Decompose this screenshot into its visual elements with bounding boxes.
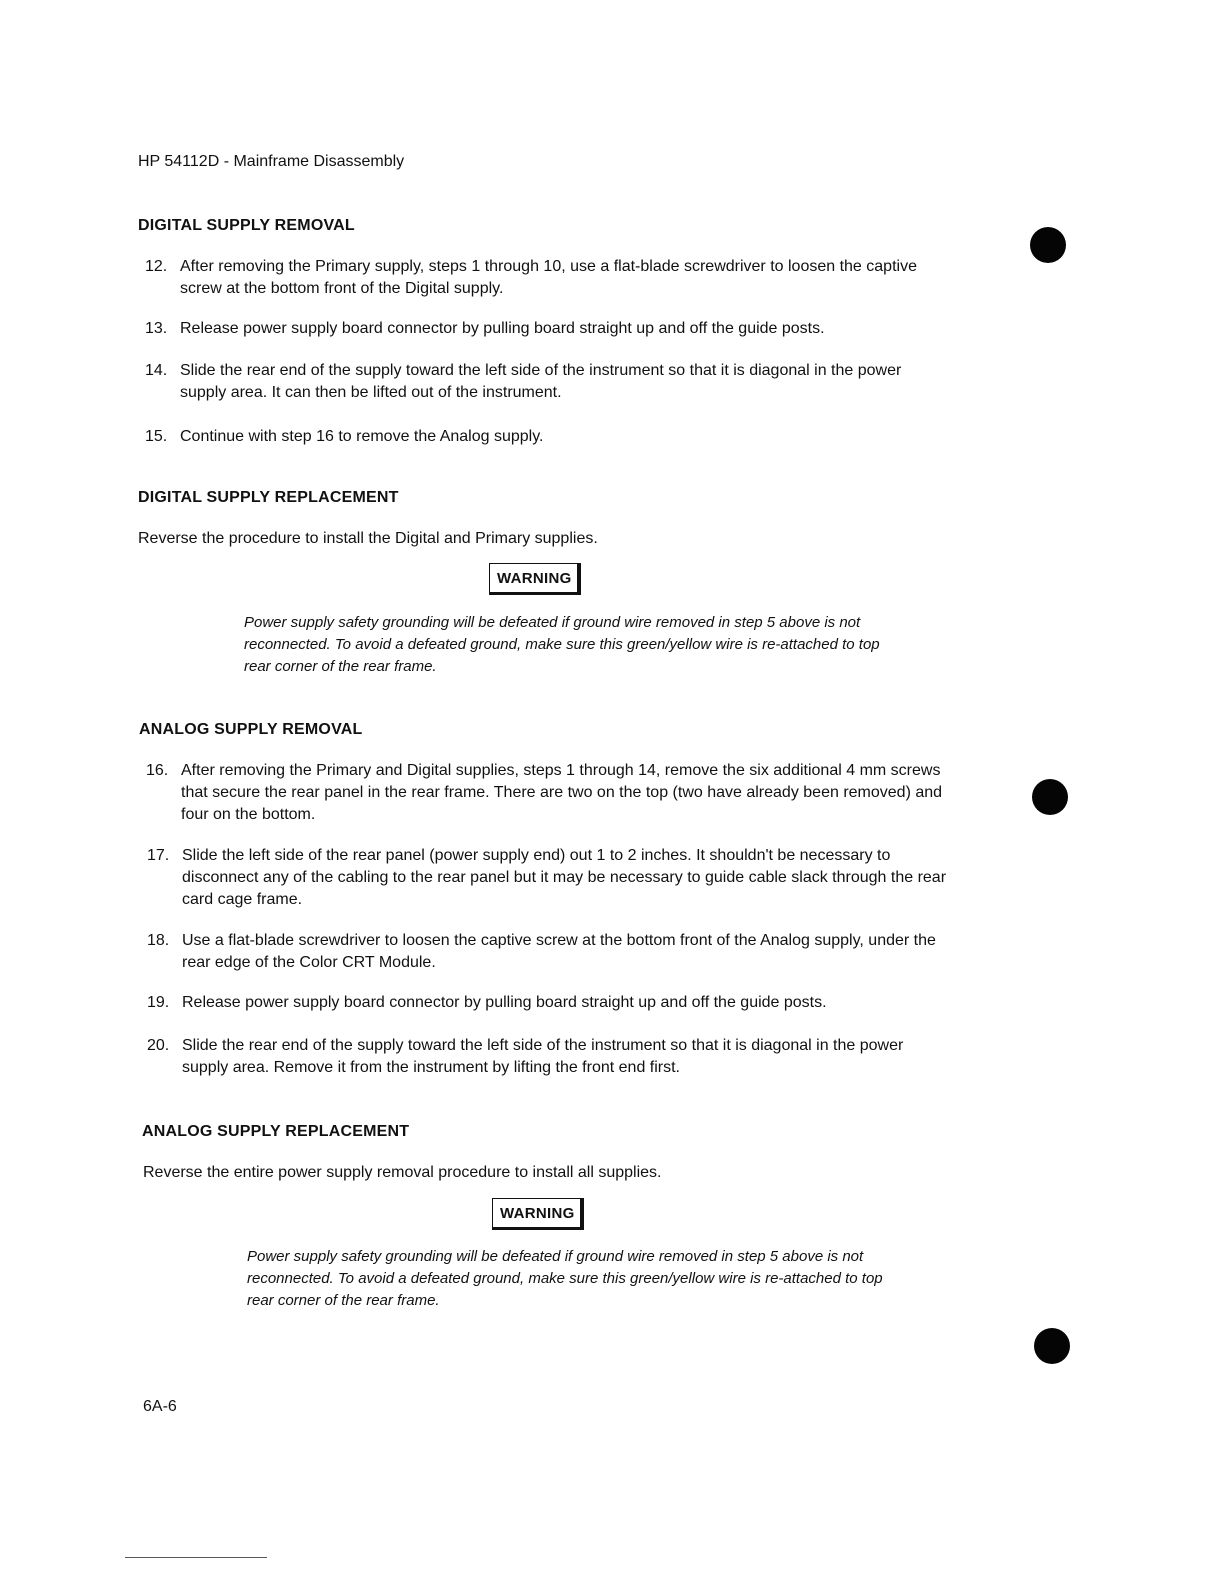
- punch-hole-middle: [1032, 779, 1068, 815]
- step-19: [147, 992, 947, 1014]
- section-heading-digital-removal: DIGITAL SUPPLY REMOVAL: [138, 217, 355, 234]
- step-text: Slide the rear end of the supply toward the left side of the instrument so that it is diagonal in the power supply area. Remove it from the instrument by lifting the front end first.: [182, 1037, 904, 1076]
- step-number: 13.: [145, 320, 168, 337]
- step-14: [145, 360, 945, 404]
- digital-replacement-text: Reverse the procedure to install the Digital and Primary supplies.: [138, 530, 598, 547]
- step-number: 17.: [147, 847, 170, 864]
- warning-label: WARNING: [492, 1198, 584, 1230]
- section-heading-digital-replacement: DIGITAL SUPPLY REPLACEMENT: [138, 489, 399, 506]
- step-text: Slide the rear end of the supply toward the left side of the instrument so that it is diagonal in the power supply area. It can then be lifted out of the instrument.: [180, 362, 902, 401]
- step-text: Release power supply board connector by pulling board straight up and off the guide posts.: [182, 994, 827, 1011]
- step-20: [147, 1035, 947, 1079]
- step-text: Use a flat-blade screwdriver to loosen the captive screw at the bottom front of the Analog supply, under the rear edge of the Color CRT Module.: [182, 932, 936, 971]
- step-15: [145, 426, 945, 448]
- warning-text: Power supply safety grounding will be defeated if ground wire removed in step 5 above is not reconnected. To avoid a defeated ground, make sure this green/yellow wire is re-attached to top rear corner of the rear frame.: [244, 614, 880, 675]
- page-header: HP 54112D - Mainframe Disassembly: [138, 153, 405, 170]
- step-number: 16.: [146, 762, 169, 779]
- step-text: After removing the Primary and Digital supplies, steps 1 through 14, remove the six additional 4 mm screws that secure the rear panel in the rear frame. There are two on the top (two have already been removed) and four on the bottom.: [181, 762, 943, 823]
- step-18: [147, 930, 947, 974]
- section-heading-analog-removal: ANALOG SUPPLY REMOVAL: [139, 721, 363, 738]
- step-number: 20.: [147, 1037, 170, 1054]
- step-number: 12.: [145, 258, 168, 275]
- step-number: 14.: [145, 362, 168, 379]
- warning-label: WARNING: [489, 563, 581, 595]
- warning-text: Power supply safety grounding will be defeated if ground wire removed in step 5 above is not reconnected. To avoid a defeated ground, make sure this green/yellow wire is re-attached to top rear corner of the rear frame.: [247, 1248, 883, 1309]
- page-number: 6A-6: [143, 1398, 177, 1415]
- section-heading-analog-replacement: ANALOG SUPPLY REPLACEMENT: [142, 1123, 410, 1140]
- step-12: [145, 256, 945, 300]
- step-text: Release power supply board connector by pulling board straight up and off the guide posts.: [180, 320, 825, 337]
- step-13: [145, 318, 945, 340]
- analog-replacement-text: Reverse the entire power supply removal procedure to install all supplies.: [143, 1164, 662, 1181]
- step-text: Continue with step 16 to remove the Analog supply.: [180, 428, 544, 445]
- step-16: [146, 760, 946, 826]
- step-17: [147, 845, 947, 911]
- step-number: 18.: [147, 932, 170, 949]
- step-text: Slide the left side of the rear panel (power supply end) out 1 to 2 inches. It shouldn't be necessary to disconnect any of the cabling to the rear panel but it may be necessary to guide cable slack through the rear card cage frame.: [182, 847, 947, 908]
- punch-hole-bottom: [1034, 1328, 1070, 1364]
- step-number: 15.: [145, 428, 168, 445]
- step-number: 19.: [147, 994, 170, 1011]
- bottom-rule: [125, 1557, 267, 1558]
- step-text: After removing the Primary supply, steps 1 through 10, use a flat-blade screwdriver to loosen the captive screw at the bottom front of the Digital supply.: [180, 258, 917, 297]
- punch-hole-top: [1030, 227, 1066, 263]
